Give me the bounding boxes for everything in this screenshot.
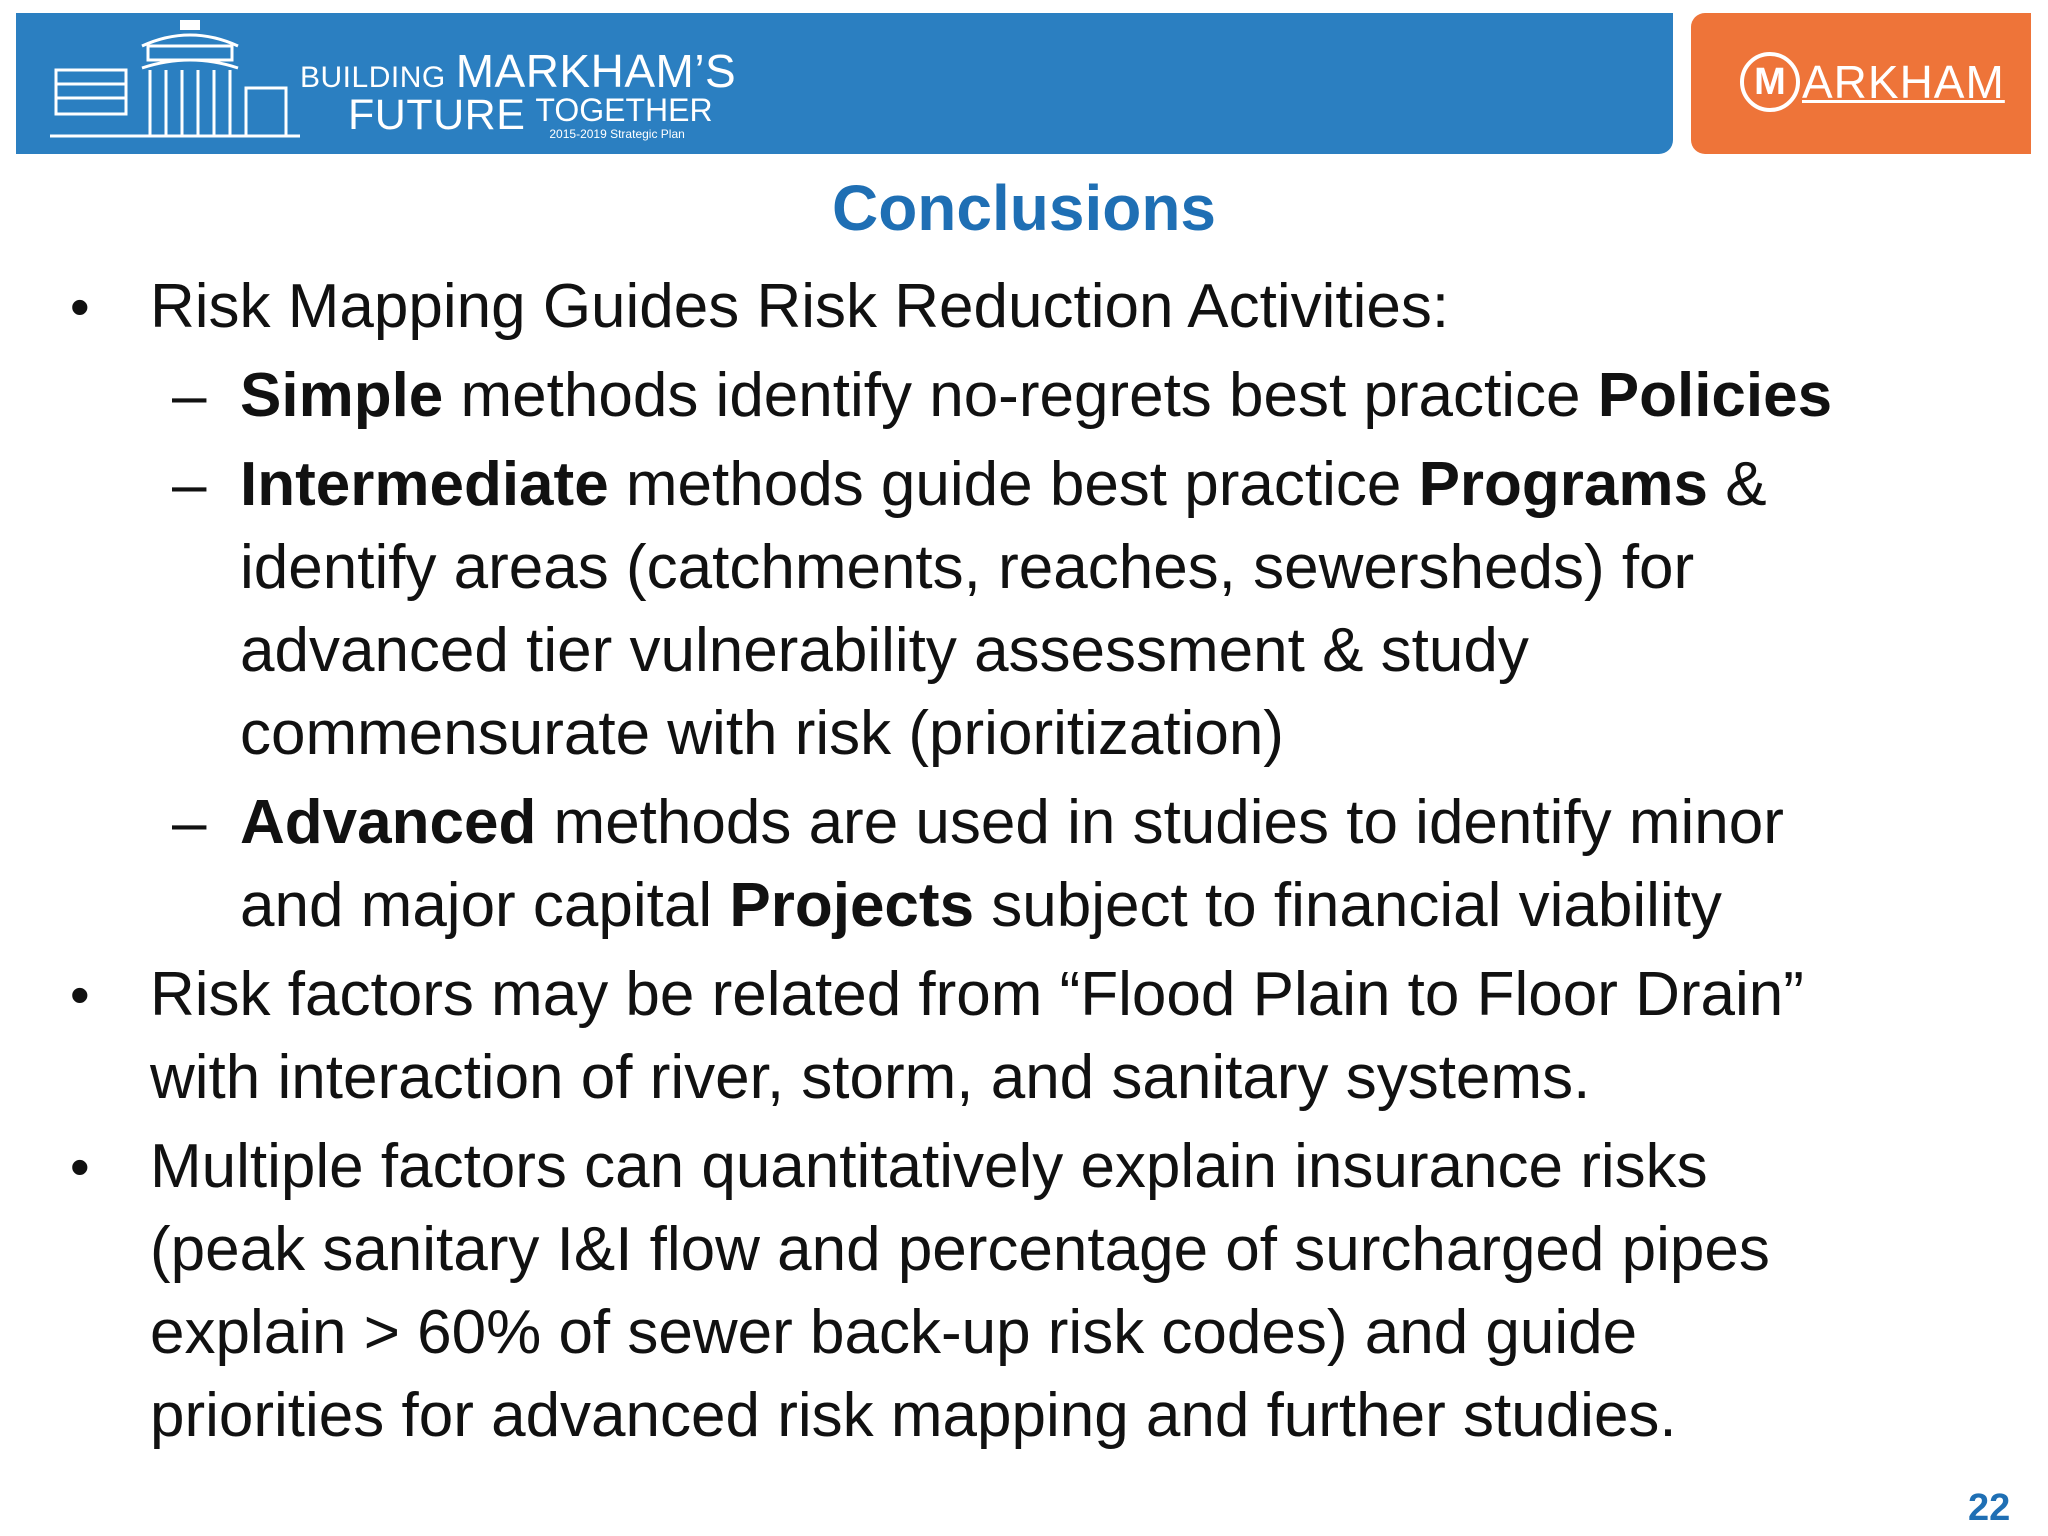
bold-programs: Programs	[1418, 450, 1709, 519]
bullet-2-line-2: with interaction of river, storm, and sanitary systems.	[150, 1043, 1591, 1112]
bullet-3-line-3: explain > 60% of sewer back-up risk codes) and guide	[150, 1298, 1638, 1367]
bullet-marker: •	[70, 963, 90, 1026]
bold-policies: Policies	[1597, 361, 1833, 430]
bullet-3-line-4: priorities for advanced risk mapping and further studies.	[150, 1381, 1677, 1450]
bullet-marker: •	[70, 1135, 90, 1198]
civic-centre-logo-icon	[50, 18, 300, 140]
sub-bullet-intermediate-line-2: identify areas (catchments, reaches, sewersheds) for	[240, 533, 1695, 602]
strategic-plan-wordmark	[300, 45, 737, 141]
wordmark-future: FUTURE	[348, 91, 526, 139]
bullet-3-line-1: Multiple factors can quantitatively explain insurance risks	[150, 1132, 1708, 1201]
slide-title: Conclusions	[831, 172, 1217, 244]
page-number: 22	[1968, 1487, 2011, 1529]
sub-bullet-simple: Simple methods identify no-regrets best practice Policies	[240, 361, 1833, 430]
sub-bullet-intermediate-line-3: advanced tier vulnerability assessment & study	[240, 616, 1529, 685]
dash-marker: –	[172, 450, 207, 519]
bold-intermediate: Intermediate	[240, 450, 609, 519]
markham-logo	[1740, 52, 2005, 112]
wordmark-markhams: MARKHAM’S	[455, 45, 737, 97]
sub-bullet-intermediate-line-4: commensurate with risk (prioritization)	[240, 699, 1284, 768]
dash-marker: –	[172, 788, 207, 857]
sub-bullet-advanced-line-2: and major capital Projects subject to financial viability	[240, 871, 1722, 940]
wordmark-plan-years: 2015-2019 Strategic Plan	[549, 127, 685, 141]
markham-logo-m-icon: M	[1740, 52, 1800, 112]
dash-marker: –	[172, 361, 207, 430]
bullet-marker: •	[70, 275, 90, 338]
bullet-2-line-1: Risk factors may be related from “Flood Plain to Floor Drain”	[150, 960, 1804, 1029]
wordmark-together: TOGETHER	[535, 92, 713, 128]
bold-advanced: Advanced	[240, 788, 537, 857]
bullet-1-text: Risk Mapping Guides Risk Reduction Activities:	[150, 272, 1450, 341]
markham-logo-word: ARKHAM	[1802, 56, 2005, 108]
sub-bullet-intermediate-line-1: Intermediate methods guide best practice Programs &	[240, 450, 1767, 519]
wordmark-building: BUILDING	[300, 61, 446, 94]
bold-projects: Projects	[729, 871, 975, 940]
sub-bullet-advanced-line-1: Advanced methods are used in studies to identify minor	[240, 788, 1784, 857]
bullet-3-line-2: (peak sanitary I&I flow and percentage of surcharged pipes	[150, 1215, 1770, 1284]
bold-simple: Simple	[240, 361, 444, 430]
